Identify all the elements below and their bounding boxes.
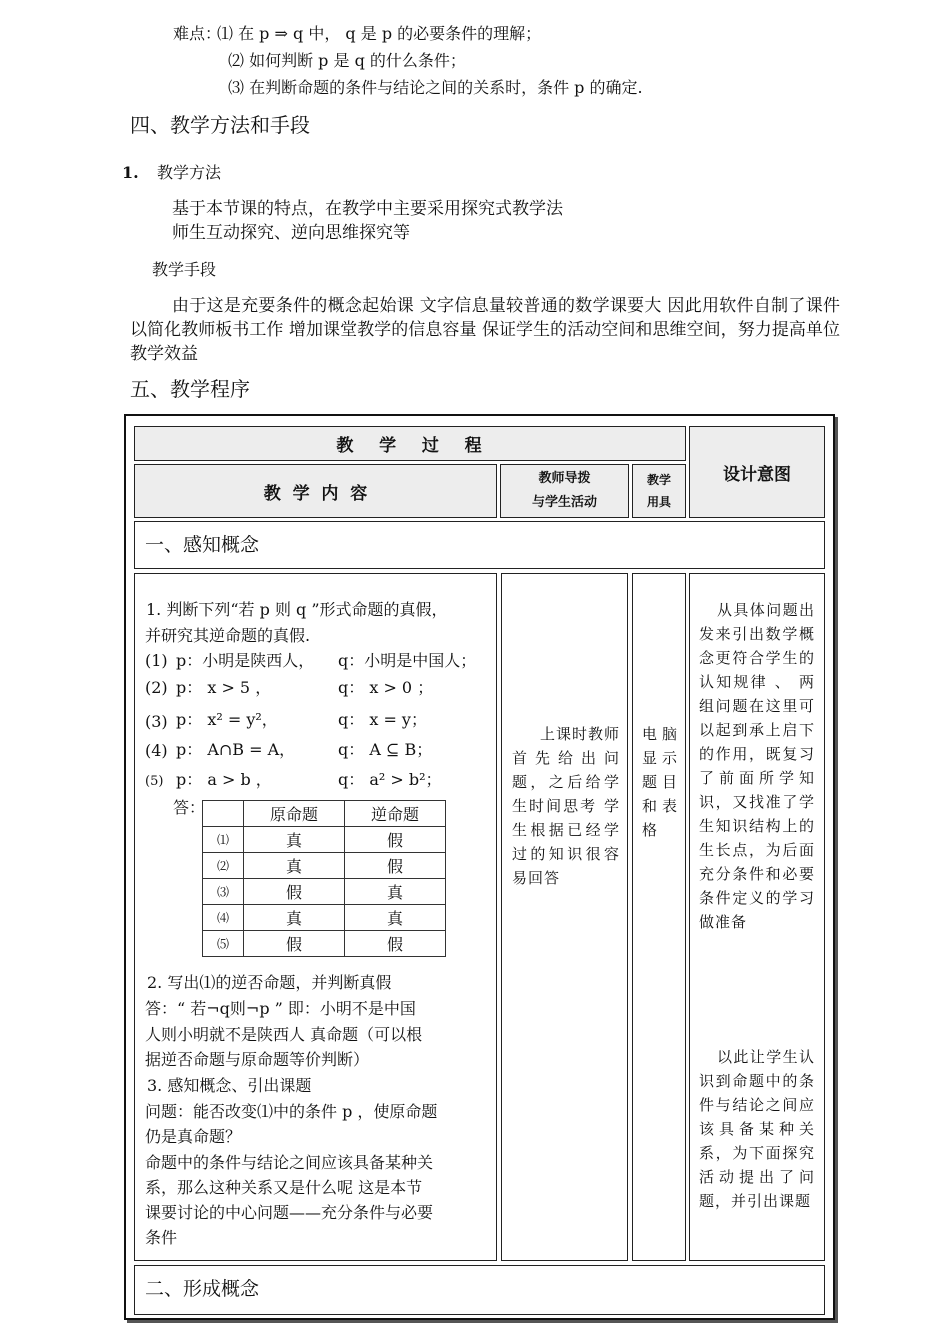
part-1-title: 一、感知概念: [145, 534, 260, 556]
answer-original: 假: [244, 931, 345, 957]
means-title: 教学手段: [152, 260, 217, 279]
part-1-row: [134, 521, 825, 569]
prop-4-q: q： A ⊆ B；: [338, 740, 433, 759]
prop-3-num: (3): [145, 712, 168, 731]
q3-line-4: 命题中的条件与结论之间应该具备某种关: [145, 1153, 434, 1172]
guide-text: 上课时教师首先给出问题，之后给学生时间思考 学生根据已经学过的知识很容易回答: [512, 725, 621, 887]
answer-converse: 假: [345, 931, 446, 957]
q3-line-5: 系，那么这种关系又是什么呢 这是本节: [145, 1178, 423, 1197]
q3-line-6: 课要讨论的中心问题——充分条件与必要: [145, 1203, 434, 1222]
tools-cell: [632, 573, 686, 1261]
q1-intro: 1. 判断下列“若 p 则 q ”形式命题的真假，: [146, 600, 448, 619]
prop-1-q: q：小明是中国人；: [338, 651, 477, 670]
answer-header-converse: 逆命题: [345, 801, 446, 827]
answer-row-num: ⑸: [203, 931, 244, 957]
content-header: 教 学 内 容: [134, 464, 497, 518]
table-row: [203, 931, 446, 957]
table-row: [203, 827, 446, 853]
answer-table: [202, 800, 446, 957]
table-row: [203, 905, 446, 931]
answer-header-blank: [203, 801, 244, 827]
answer-original: 真: [244, 827, 345, 853]
means-paragraph: 由于这是充要条件的概念起始课 文字信息量较普通的数学课要大 因此用软件自制了课件 以简化教师板书工作 增加课堂教学的信息容量 保证学生的活动空间和思维空间，努力提高单位教学效益: [130, 296, 840, 364]
prop-2-num: (2): [145, 678, 168, 697]
method-line-1: 基于本节课的特点，在教学中主要采用探究式教学法: [172, 199, 563, 219]
q2-line-2: 答：“ 若¬q则¬p ” 即：小明不是中国: [145, 999, 416, 1018]
difficulty-item-2: ⑵ 如何判断 p 是 q 的什么条件；: [228, 51, 466, 70]
table-row: [203, 853, 446, 879]
answer-header-original: 原命题: [244, 801, 345, 827]
answer-row-num: ⑵: [203, 853, 244, 879]
q2-line-1: 2. 写出⑴的逆否命题，并判断真假: [147, 973, 392, 992]
guide-header: 教师导拨 与学生活动: [500, 464, 629, 518]
answer-original: 假: [244, 879, 345, 905]
prop-5-num: (5): [145, 774, 164, 789]
answer-label: 答：: [173, 798, 206, 817]
q3-line-3: 仍是真命题？: [145, 1127, 242, 1146]
intent-header: 设计意图: [689, 426, 825, 518]
q3-line-2: 问题：能否改变⑴中的条件 p ，使原命题: [145, 1102, 438, 1121]
answer-converse: 假: [345, 827, 446, 853]
answer-row-num: ⑶: [203, 879, 244, 905]
q3-line-1: 3. 感知概念、引出课题: [147, 1076, 312, 1095]
answer-row-num: ⑴: [203, 827, 244, 853]
prop-4-num: (4): [145, 741, 168, 760]
difficulty-item-1: ⑴ 在 p ⇒ q 中， q 是 p 的必要条件的理解；: [217, 24, 542, 43]
tools-text: 电脑显示题目和表格: [642, 725, 678, 839]
part-2-title: 二、形成概念: [145, 1278, 260, 1300]
q1-intro-2: 并研究其逆命题的真假.: [145, 626, 311, 645]
section-4-title: 四、教学方法和手段: [130, 113, 310, 137]
prop-3-p: p： x² = y²，: [176, 710, 278, 729]
q2-line-3: 人则小明就不是陕西人 真命题（可以根: [145, 1025, 423, 1044]
answer-row-num: ⑷: [203, 905, 244, 931]
method-number: 1.: [122, 163, 139, 182]
guide-cell: [501, 573, 628, 1261]
answer-original: 真: [244, 853, 345, 879]
answer-original: 真: [244, 905, 345, 931]
prop-4-p: p： A∩B = A，: [176, 740, 296, 759]
table-row: [203, 879, 446, 905]
prop-1-num: (1): [145, 651, 168, 670]
tools-header: 教学 用具: [632, 464, 686, 518]
method-title: 教学方法: [157, 163, 222, 182]
prop-2-q: q： x > 0 ；: [338, 678, 434, 697]
difficulty-label: 难点：: [173, 24, 222, 43]
intent-text-2: 以此让学生认识到命题中的条件与结论之间应该具备某种关系，为下面探究活动提出了问题，并引出课题: [699, 1048, 815, 1210]
section-5-title: 五、教学程序: [130, 377, 250, 401]
q2-line-4: 据逆否命题与原命题等价判断）: [145, 1050, 370, 1069]
process-header: 教 学 过 程: [134, 426, 686, 461]
answer-converse: 真: [345, 905, 446, 931]
answer-table-header: [203, 801, 446, 827]
difficulty-item-3: ⑶ 在判断命题的条件与结论之间的关系时，条件 p 的确定.: [228, 78, 643, 97]
answer-converse: 真: [345, 879, 446, 905]
intent-text-1: 从具体问题出发来引出数学概念更符合学生的认知规律 、 两组问题在这里可以起到承上启下的作用，既复习了前面所学知识，又找准了学生知识结构上的生长点，为后面充分条件和必要条件定义的学习做准备: [699, 601, 815, 931]
prop-1-p: p：小明是陕西人，: [176, 651, 315, 670]
prop-5-q: q： a² > b²；: [338, 770, 442, 789]
prop-2-p: p： x > 5 ，: [176, 678, 272, 697]
q3-line-7: 条件: [145, 1228, 178, 1247]
prop-5-p: p： a > b ，: [176, 770, 272, 789]
answer-converse: 假: [345, 853, 446, 879]
method-line-2: 师生互动探究、逆向思维探究等: [172, 223, 410, 243]
prop-3-q: q： x = y；: [338, 710, 427, 729]
part-2-row: [134, 1265, 825, 1315]
